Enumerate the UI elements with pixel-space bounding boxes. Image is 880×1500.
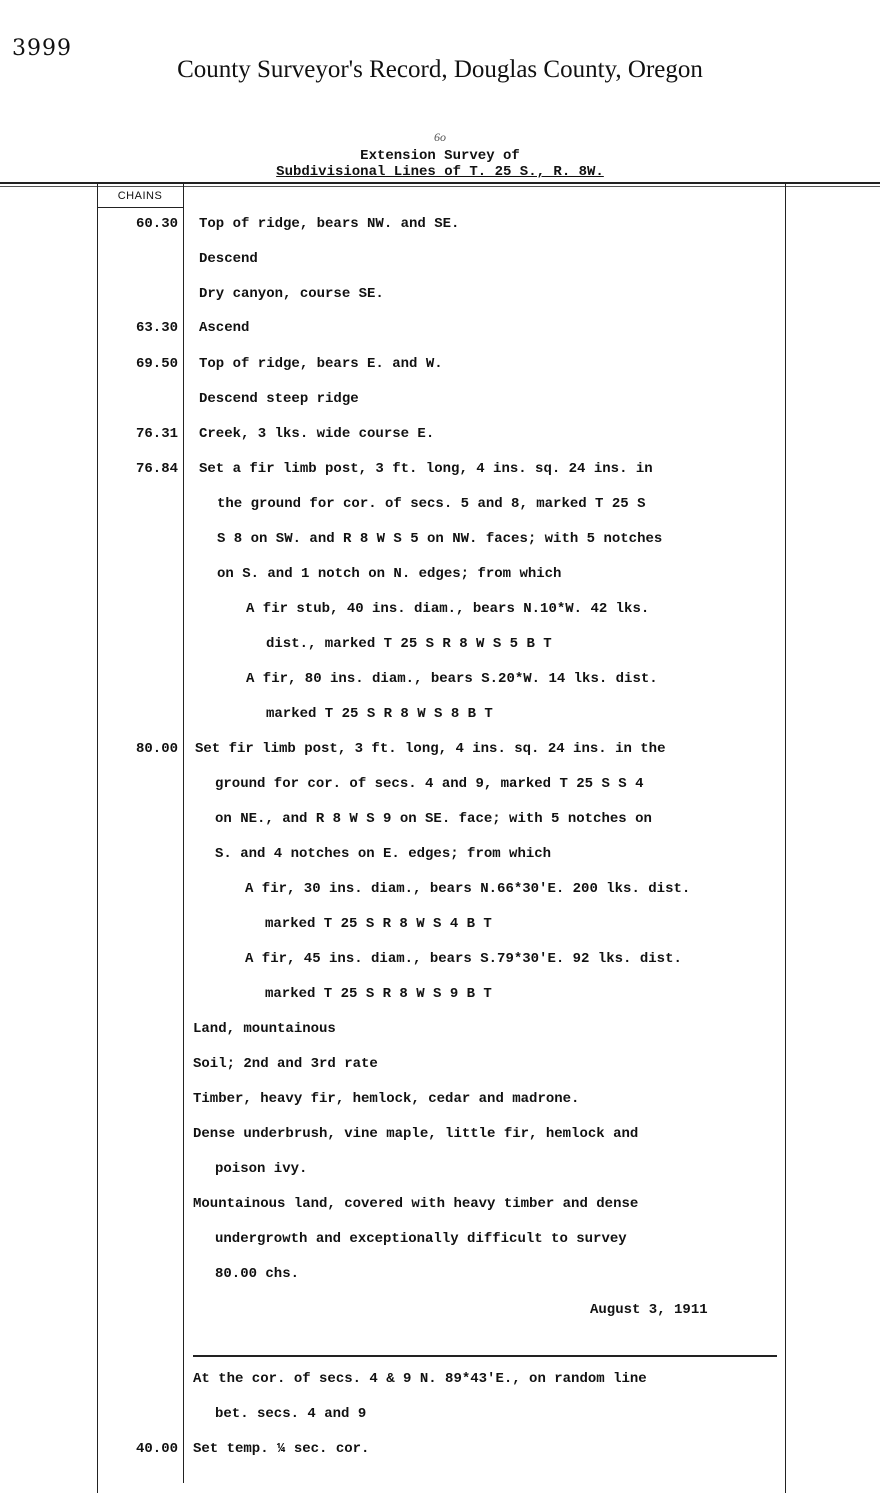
chains-column-header: CHAINS <box>117 190 163 202</box>
field-note-line: S 8 on SW. and R 8 W S 5 on NW. faces; with 5 notches <box>217 531 663 547</box>
chain-value: 76.31 <box>135 426 178 442</box>
field-note-line: A fir, 30 ins. diam., bears N.66*30'E. 200 lks. dist. <box>245 881 691 897</box>
field-note-line: Descend <box>199 251 258 267</box>
chain-value: 60.30 <box>135 216 178 232</box>
handwritten-page-mark: 6o <box>434 130 446 144</box>
field-note-line: the ground for cor. of secs. 5 and 8, marked T 25 S <box>217 496 646 512</box>
field-note-line: Top of ridge, bears NW. and SE. <box>199 216 460 232</box>
record-title: County Surveyor's Record, Douglas County, Oregon <box>177 56 703 83</box>
chain-value: 69.50 <box>135 356 178 372</box>
field-note-line: marked T 25 S R 8 W S 4 B T <box>265 916 492 932</box>
chain-value: 63.30 <box>135 320 178 336</box>
survey-date: August 3, 1911 <box>590 1302 708 1318</box>
field-note-line: At the cor. of secs. 4 & 9 N. 89*43'E., on random line <box>193 1371 647 1387</box>
field-note-line: Soil; 2nd and 3rd rate <box>193 1056 378 1072</box>
field-note-line: Top of ridge, bears E. and W. <box>199 356 443 372</box>
field-note-line: Land, mountainous <box>193 1021 336 1037</box>
field-note-line: Dry canyon, course SE. <box>199 286 384 302</box>
header-rule <box>0 182 880 184</box>
survey-title <box>0 148 880 180</box>
field-note-line: ground for cor. of secs. 4 and 9, marked T 25 S S 4 <box>215 776 644 792</box>
survey-title-line-1: Extension Survey of <box>360 148 520 164</box>
field-note-line: Ascend <box>199 320 250 336</box>
chain-value: 80.00 <box>135 741 178 757</box>
field-note-line: on S. and 1 notch on N. edges; from which <box>217 566 562 582</box>
field-note-line: Set fir limb post, 3 ft. long, 4 ins. sq. 24 ins. in the <box>195 741 666 757</box>
right-margin-line <box>785 183 786 1493</box>
field-note-line: Mountainous land, covered with heavy timber and dense <box>193 1196 639 1212</box>
field-note-line: 80.00 chs. <box>215 1266 300 1282</box>
field-note-line: Dense underbrush, vine maple, little fir, hemlock and <box>193 1126 639 1142</box>
field-note-line: on NE., and R 8 W S 9 on SE. face; with 5 notches on <box>215 811 652 827</box>
section-separator <box>193 1355 777 1357</box>
field-note-line: Timber, heavy fir, hemlock, cedar and madrone. <box>193 1091 580 1107</box>
field-note-line: poison ivy. <box>215 1161 308 1177</box>
header-rule-secondary <box>0 186 880 187</box>
field-note-line: marked T 25 S R 8 W S 8 B T <box>266 706 493 722</box>
field-note-line: undergrowth and exceptionally difficult to survey <box>215 1231 627 1247</box>
page-number: 3999 <box>12 36 72 61</box>
field-note-line: Set a fir limb post, 3 ft. long, 4 ins. sq. 24 ins. in <box>199 461 653 477</box>
chains-column-divider <box>183 183 184 1483</box>
field-note-line: A fir, 80 ins. diam., bears S.20*W. 14 lks. dist. <box>246 671 658 687</box>
field-note-line: Creek, 3 lks. wide course E. <box>199 426 435 442</box>
field-note-line: dist., marked T 25 S R 8 W S 5 B T <box>266 636 552 652</box>
chains-header-rule <box>98 207 183 208</box>
field-note-line: A fir, 45 ins. diam., bears S.79*30'E. 92 lks. dist. <box>245 951 682 967</box>
field-note-line: marked T 25 S R 8 W S 9 B T <box>265 986 492 1002</box>
field-note-line: Descend steep ridge <box>199 391 359 407</box>
field-note-line: A fir stub, 40 ins. diam., bears N.10*W. 42 lks. <box>246 601 650 617</box>
chain-value: 40.00 <box>135 1441 178 1457</box>
field-note-line: bet. secs. 4 and 9 <box>215 1406 367 1422</box>
left-margin-line <box>97 183 98 1493</box>
chain-value: 76.84 <box>135 461 178 477</box>
survey-title-line-2: Subdivisional Lines of T. 25 S., R. 8W. <box>276 164 604 180</box>
field-note-line: S. and 4 notches on E. edges; from which <box>215 846 552 862</box>
field-note-line: Set temp. ¼ sec. cor. <box>193 1441 370 1457</box>
